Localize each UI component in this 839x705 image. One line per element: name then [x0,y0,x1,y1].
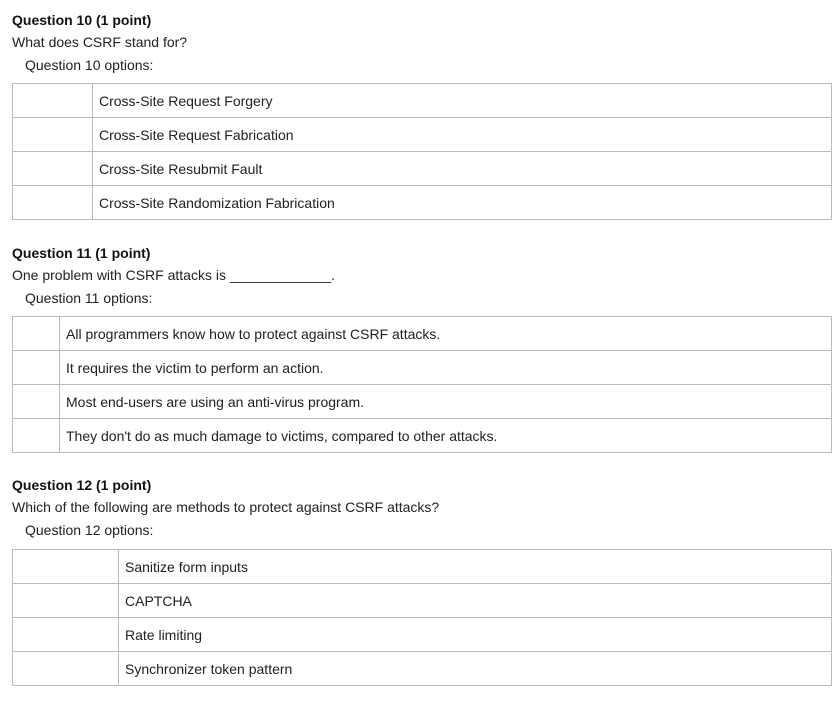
question-text: What does CSRF stand for? [12,34,188,50]
option-select-cell[interactable] [13,419,60,453]
option-select-cell[interactable] [13,152,93,186]
option-row[interactable] [13,84,832,118]
option-select-cell[interactable] [13,550,119,584]
option-label[interactable]: Cross-Site Request Forgery [93,84,832,118]
question-12 [12,477,832,686]
option-row[interactable] [13,317,832,351]
option-select-cell[interactable] [13,84,93,118]
options-table [12,549,832,686]
option-select-cell[interactable] [13,317,60,351]
option-label[interactable]: Cross-Site Randomization Fabrication [93,186,832,220]
question-text: One problem with CSRF attacks is _____________. [12,267,335,283]
question-heading: Question 12 (1 point) [12,477,152,493]
question-11 [12,245,832,453]
options-label: Question 12 options: [25,522,154,538]
option-row[interactable] [13,186,832,220]
options-table [12,83,832,220]
option-select-cell[interactable] [13,118,93,152]
options-label: Question 10 options: [25,57,154,73]
option-row[interactable] [13,385,832,419]
question-heading: Question 10 (1 point) [12,12,152,28]
option-row[interactable] [13,652,832,686]
option-label[interactable]: They don't do as much damage to victims, compared to other attacks. [60,419,832,453]
option-select-cell[interactable] [13,618,119,652]
option-label[interactable]: CAPTCHA [119,584,832,618]
question-heading: Question 11 (1 point) [12,245,151,261]
option-label[interactable]: Synchronizer token pattern [119,652,832,686]
option-select-cell[interactable] [13,186,93,220]
option-label[interactable]: It requires the victim to perform an action. [60,351,832,385]
option-label[interactable]: Cross-Site Request Fabrication [93,118,832,152]
option-row[interactable] [13,118,832,152]
option-label[interactable]: All programmers know how to protect against CSRF attacks. [60,317,832,351]
option-label[interactable]: Most end-users are using an anti-virus program. [60,385,832,419]
option-label[interactable]: Cross-Site Resubmit Fault [93,152,832,186]
option-select-cell[interactable] [13,351,60,385]
option-row[interactable] [13,419,832,453]
options-label: Question 11 options: [25,290,153,306]
options-table [12,316,832,453]
option-row[interactable] [13,618,832,652]
option-row[interactable] [13,351,832,385]
option-select-cell[interactable] [13,584,119,618]
option-select-cell[interactable] [13,385,60,419]
question-10 [12,12,832,220]
option-select-cell[interactable] [13,652,119,686]
question-text: Which of the following are methods to protect against CSRF attacks? [12,499,440,515]
option-row[interactable] [13,550,832,584]
option-row[interactable] [13,152,832,186]
option-label[interactable]: Rate limiting [119,618,832,652]
option-label[interactable]: Sanitize form inputs [119,550,832,584]
option-row[interactable] [13,584,832,618]
